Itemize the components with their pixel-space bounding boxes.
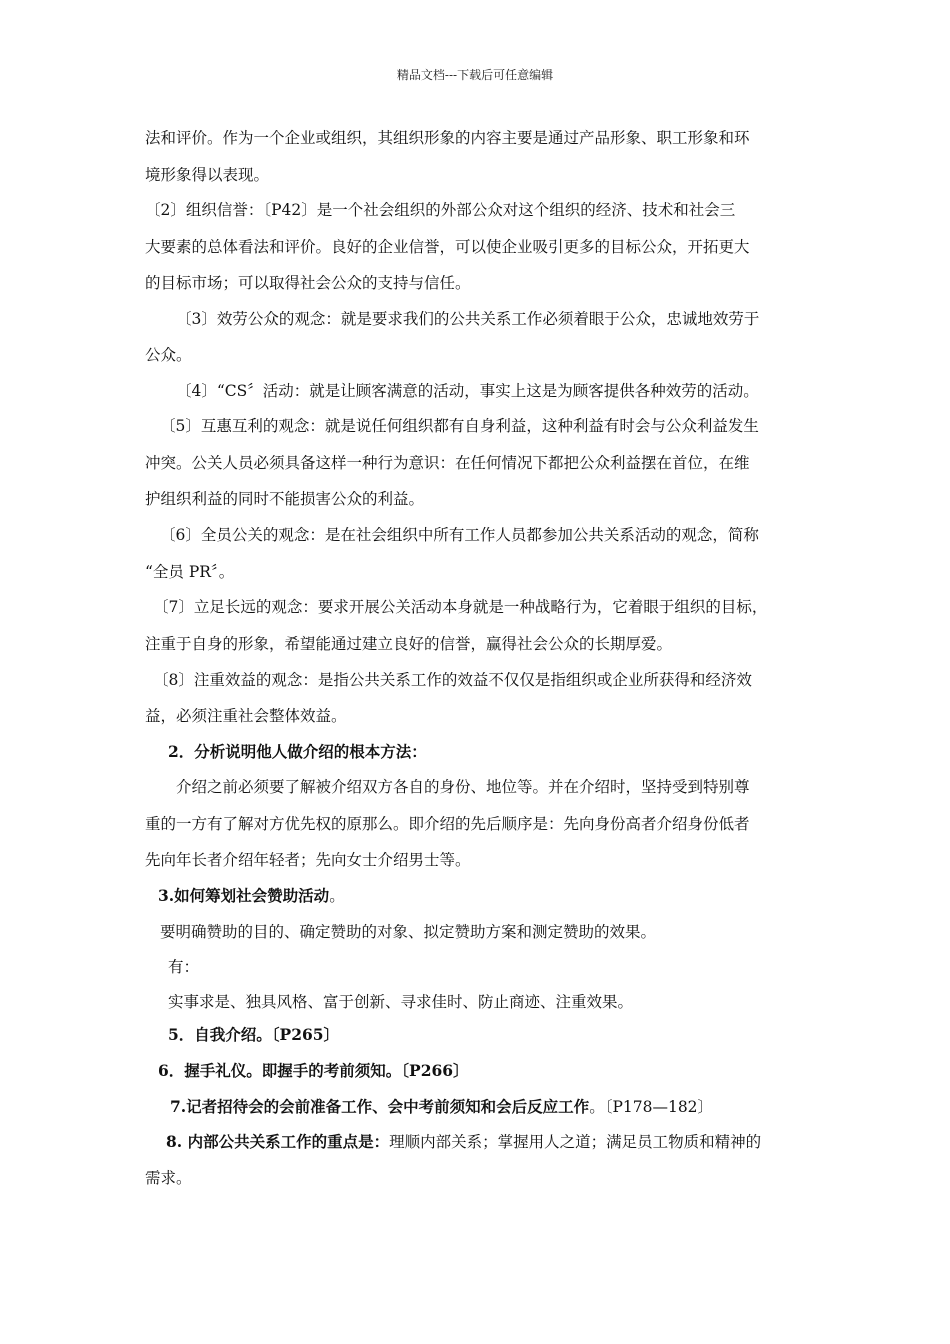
- paragraph-line: 公众。: [145, 346, 192, 364]
- paragraph-line: 护组织利益的同时不能损害公众的利益。: [145, 490, 425, 508]
- paragraph-line: 先向年长者介绍年轻者；先向女士介绍男士等。: [145, 851, 471, 869]
- paragraph-line: 实事求是、独具风格、富于创新、寻求佳时、防止商迹、注重效果。: [168, 993, 634, 1011]
- question-7-heading-tail: 。〔P178—182〕: [589, 1098, 714, 1116]
- question-8-line: [166, 1131, 761, 1153]
- paragraph-line: 境形象得以表现。: [145, 166, 270, 184]
- paragraph-line: 有：: [168, 958, 200, 976]
- paragraph-line: 〔3〕效劳公众的观念：就是要求我们的公共关系工作必须着眼于公众，忠诚地效劳于: [176, 310, 760, 328]
- paragraph-line: “全员 PR〞。: [145, 563, 235, 581]
- paragraph-line: 益，必须注重社会整体效益。: [145, 707, 347, 725]
- paragraph-line: 〔6〕全员公关的观念：是在社会组织中所有工作人员都参加公共关系活动的观念，简称: [160, 526, 759, 544]
- paragraph-line: 〔2〕组织信誉：〔P42〕是一个社会组织的外部公众对这个组织的经济、技术和社会三: [145, 201, 736, 219]
- question-5-heading: 5．自我介绍。〔P265〕: [168, 1025, 340, 1044]
- paragraph-line: 〔5〕互惠互利的观念：就是说任何组织都有自身利益，这种利益有时会与公众利益发生: [160, 417, 759, 435]
- question-8-heading-bold: 8. 内部公共关系工作的重点是：: [166, 1132, 390, 1151]
- question-8-text: 理顺内部关系；掌握用人之道；满足员工物质和精神的: [389, 1133, 762, 1151]
- question-7-heading-bold: 7.记者招待会的会前准备工作、会中考前须知和会后反应工作: [170, 1097, 590, 1116]
- paragraph-line: 大要素的总体看法和评价。良好的企业信誉，可以使企业吸引更多的目标公众，开拓更大: [145, 238, 750, 256]
- question-3-heading-bold: 3.如何筹划社会赞助活动: [158, 886, 330, 905]
- paragraph-line: 要明确赞助的目的、确定赞助的对象、拟定赞助方案和测定赞助的效果。: [160, 923, 657, 941]
- paragraph-line: 〔4〕“CS〞活动：就是让顾客满意的活动，事实上这是为顾客提供各种效劳的活动。: [176, 382, 759, 400]
- question-3-heading-tail: 。: [329, 887, 345, 905]
- question-7-heading: [170, 1096, 713, 1118]
- question-3-heading: [158, 885, 345, 907]
- paragraph-line: 需求。: [145, 1169, 192, 1187]
- paragraph-line: 的目标市场；可以取得社会公众的支持与信任。: [145, 274, 471, 292]
- paragraph-line: 重的一方有了解对方优先权的原那么。即介绍的先后顺序是：先向身份高者介绍身份低者: [145, 815, 750, 833]
- paragraph-line: 介绍之前必须要了解被介绍双方各自的身份、地位等。并在介绍时，坚持受到特别尊: [176, 778, 750, 796]
- paragraph-line: 〔8〕注重效益的观念：是指公共关系工作的效益不仅仅是指组织或企业所获得和经济效: [153, 671, 752, 689]
- page-header: 精品文档---下载后可任意编辑: [396, 68, 554, 82]
- paragraph-line: 法和评价。作为一个企业或组织，其组织形象的内容主要是通过产品形象、职工形象和环: [145, 129, 750, 147]
- question-2-heading: 2．分析说明他人做介绍的根本方法：: [168, 742, 427, 761]
- paragraph-line: 〔7〕立足长远的观念：要求开展公关活动本身就是一种战略行为，它着眼于组织的目标，: [153, 598, 768, 616]
- paragraph-line: 冲突。公关人员必须具备这样一种行为意识：在任何情况下都把公众利益摆在首位，在维: [145, 454, 750, 472]
- paragraph-line: 注重于自身的形象，希望能通过建立良好的信誉，赢得社会公众的长期厚爱。: [145, 635, 673, 653]
- question-6-heading: 6．握手礼仪。即握手的考前须知。〔P266〕: [158, 1061, 469, 1080]
